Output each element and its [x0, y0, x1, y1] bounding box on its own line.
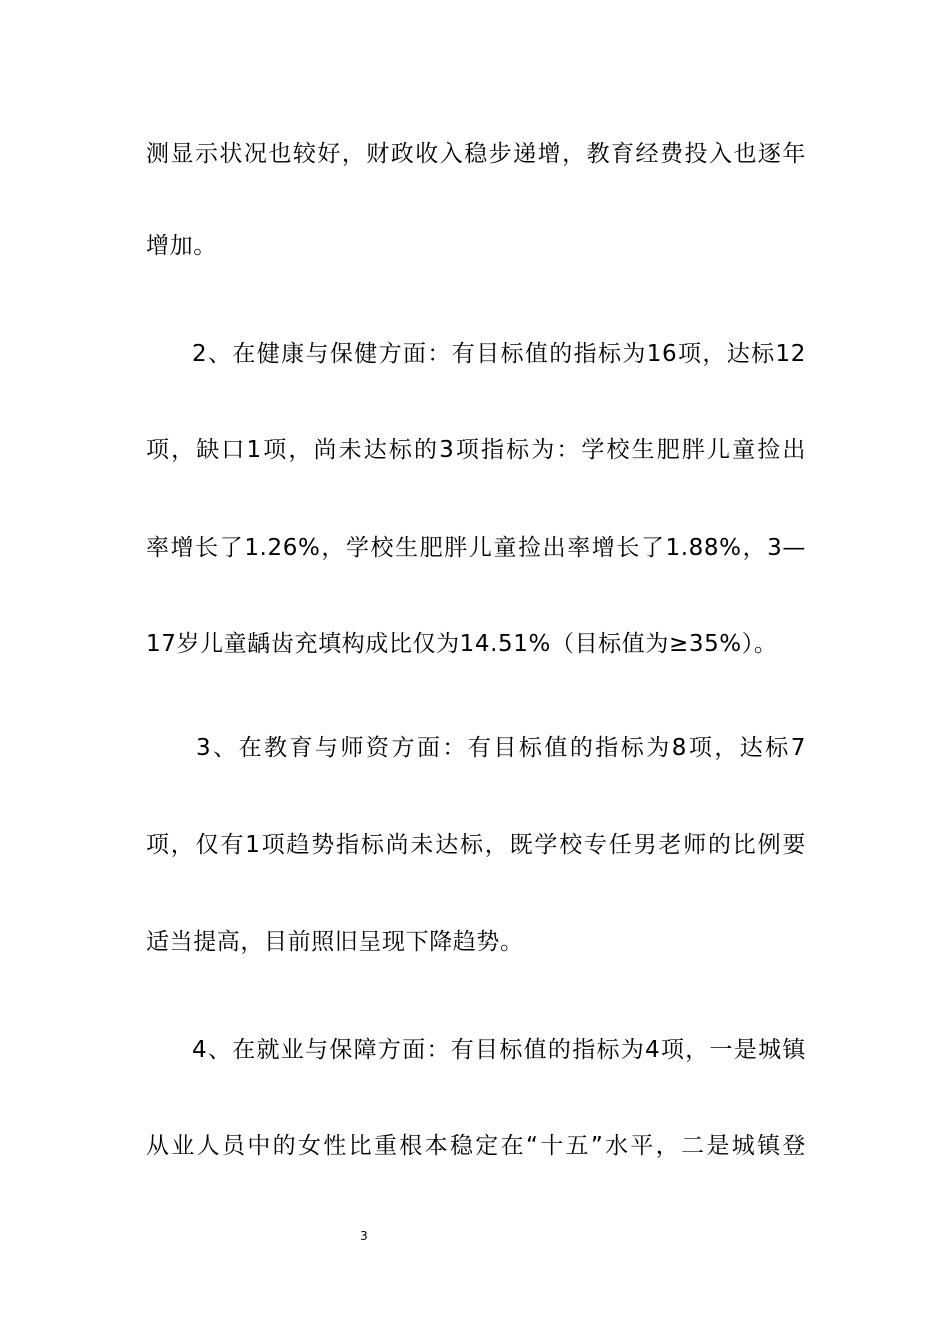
- text-line-1: 测显示状况也较好，财政收入稳步递增，教育经费投入也逐年: [146, 141, 806, 167]
- paragraph-3-line-2: 项，仅有1项趋势指标尚未达标，既学校专任男老师的比例要: [146, 832, 806, 858]
- paragraph-2-line-3: 率增长了1.26%，学校生肥胖儿童捡出率增长了1.88%，3—: [146, 535, 806, 561]
- paragraph-2-line-1: 2、在健康与保健方面：有目标值的指标为16项，达标12: [192, 341, 806, 367]
- page-number: 3: [360, 1229, 368, 1243]
- paragraph-2-line-2: 项，缺口1项，尚未达标的3项指标为：学校生肥胖儿童捡出: [146, 437, 806, 463]
- paragraph-4-line-1: 4、在就业与保障方面：有目标值的指标为4项，一是城镇: [192, 1037, 806, 1063]
- paragraph-2-line-4: 17岁儿童龋齿充填构成比仅为14.51%（目标值为≥35%）。: [146, 631, 778, 657]
- paragraph-3-line-3: 适当提高，目前照旧呈现下降趋势。: [146, 929, 524, 955]
- text-line-2: 增加。: [146, 233, 217, 259]
- paragraph-3-line-1: 3、在教育与师资方面：有目标值的指标为8项，达标7: [196, 735, 806, 761]
- paragraph-4-line-2: 从业人员中的女性比重根本稳定在“十五”水平，二是城镇登: [146, 1133, 806, 1159]
